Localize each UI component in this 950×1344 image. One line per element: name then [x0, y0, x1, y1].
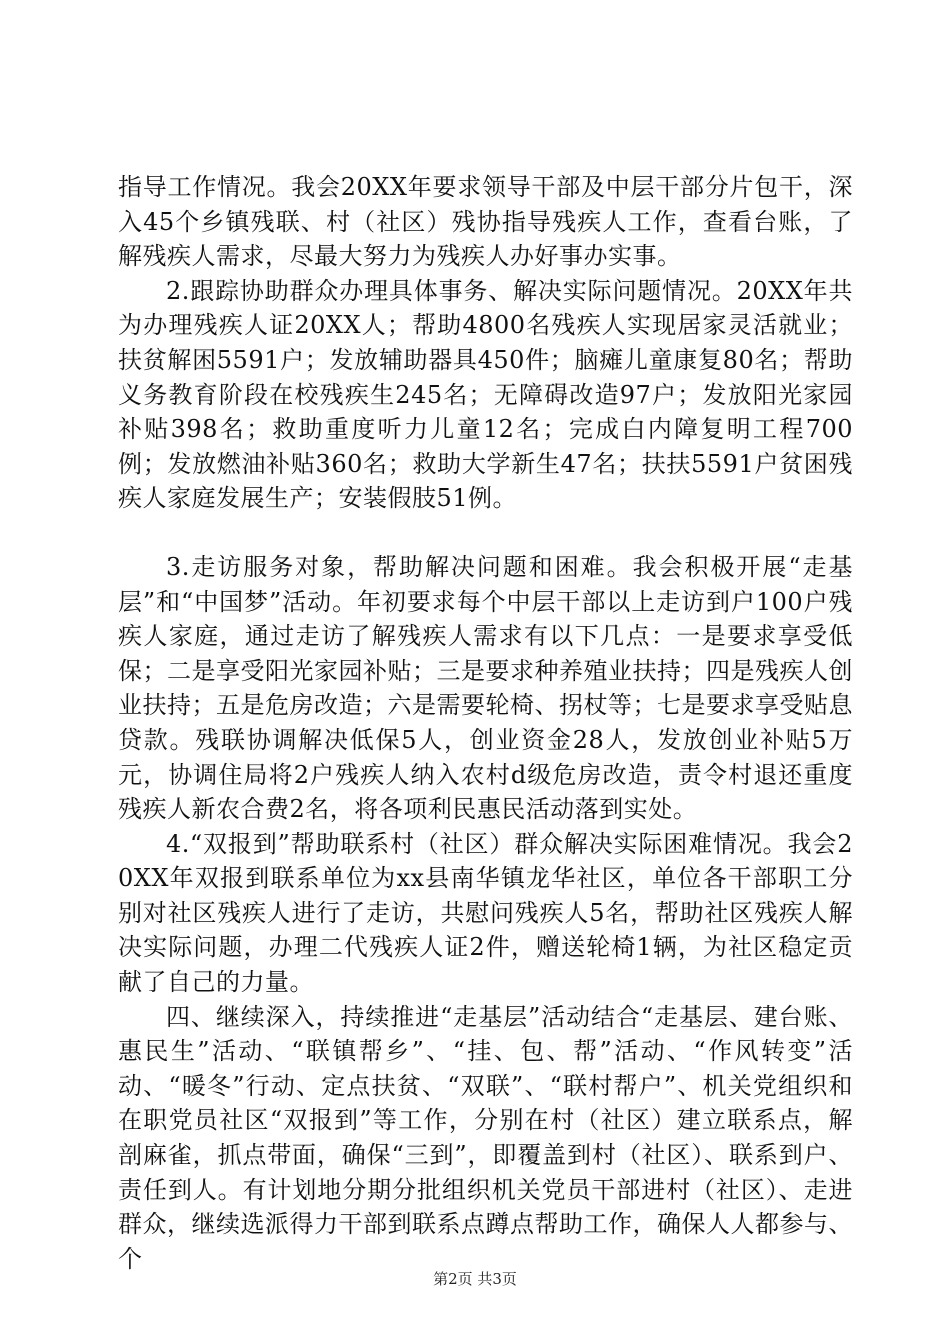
page-number-label: 第2页 共3页 [433, 1270, 517, 1288]
paragraph-item-4: 4.“双报到”帮助联系村（社区）群众解决实际困难情况。我会20XX年双报到联系单位为xx县南华镇龙华社区，单位各干部职工分别对社区残疾人进行了走访，共慰问残疾人5名，帮助社区残疾人解决实际问题，办理二代残疾人证2件，赠送轮椅1辆，为社区稳定贡献了自己的力量。 [118, 829, 853, 997]
paragraph-continued: 指导工作情况。我会20XX年要求领导干部及中层干部分片包干，深入45个乡镇残联、村（社区）残协指导残疾人工作，查看台账，了解残疾人需求，尽最大努力为残疾人办好事办实事。 [118, 173, 853, 271]
page-footer [0, 1268, 950, 1289]
paragraph-section-4: 四、继续深入，持续推进“走基层”活动结合“走基层、建台账、惠民生”活动、“联镇帮乡”、“挂、包、帮”活动、“作风转变”活动、“暖冬”行动、定点扶贫、“双联”、“联村帮户”、机关党组织和在职党员社区“双报到”等工作，分别在村（社区）建立联系点，解剖麻雀，抓点带面，确保“三到”，即覆盖到村（社区）、联系到户、责任到人。有计划地分期分批组织机关党员干部进村（社区）、走进群众，继续选派得力干部到联系点蹲点帮助工作，确保人人都参与、个 [118, 1002, 853, 1273]
paragraph-item-2: 2.跟踪协助群众办理具体事务、解决实际问题情况。20XX年共为办理残疾人证20XX人；帮助4800名残疾人实现居家灵活就业；扶贫解困5591户；发放辅助器具450件；脑瘫儿童康复80名；帮助义务教育阶段在校残疾生245名；无障碍改造97户；发放阳光家园补贴398名；救助重度听力儿童12名；完成白内障复明工程700例；发放燃油补贴360名；救助大学新生47名；扶扶5591户贫困残疾人家庭发展生产；安装假肢51例。 [118, 276, 853, 513]
document-body [118, 170, 853, 1276]
paragraph-item-3: 3.走访服务对象，帮助解决问题和困难。我会积极开展“走基层”和“中国梦”活动。年初要求每个中层干部以上走访到户100户残疾人家庭，通过走访了解残疾人需求有以下几点：一是要求享受低保；二是享受阳光家园补贴；三是要求种养殖业扶持；四是残疾人创业扶持；五是危房改造；六是需要轮椅、拐杖等；七是要求享受贴息贷款。残联协调解决低保5人，创业资金28人，发放创业补贴5万元，协调住局将2户残疾人纳入农村d级危房改造，责令村退还重度残疾人新农合费2名，将各项利民惠民活动落到实处。 [118, 552, 853, 824]
